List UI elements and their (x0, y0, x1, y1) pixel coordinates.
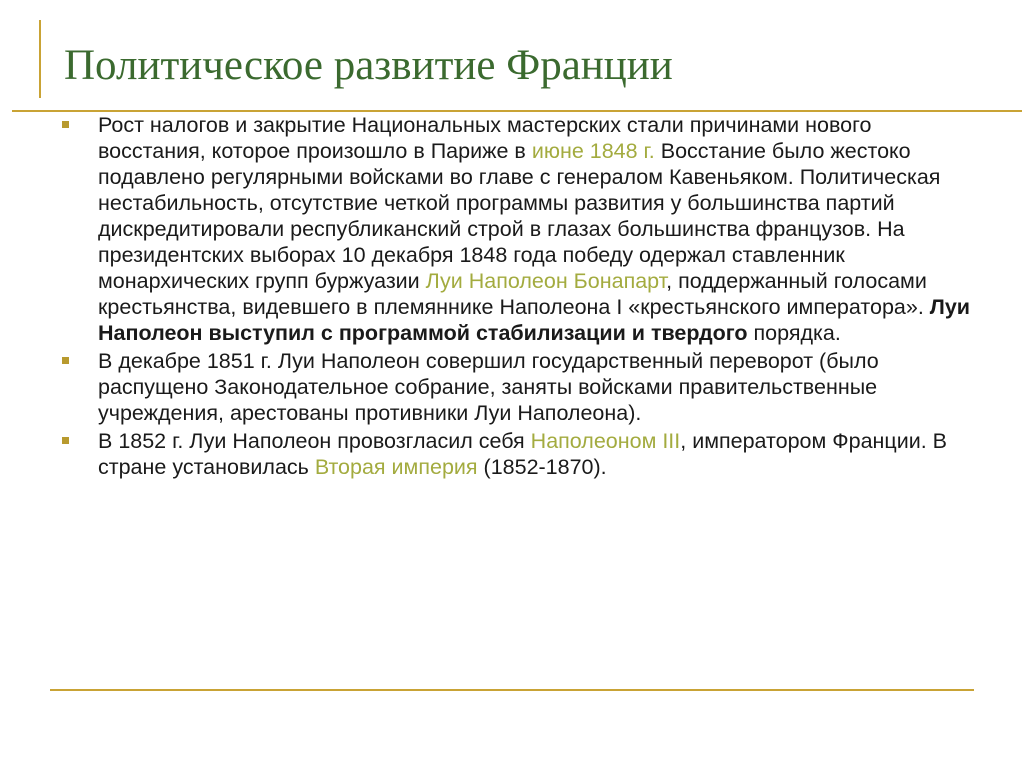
bullet-1-highlight-date: июне 1848 г. (531, 139, 655, 163)
bullet-1-highlight-name: Луи Наполеон Бонапарт (425, 269, 667, 293)
bullet-3-text-1: В 1852 г. Луи Наполеон провозгласил себя (98, 429, 531, 453)
bullet-1-text-2: Восстание было жестоко подавлено регулярными войсками во главе с генералом Кавеньяком. Политическая нестабильность, отсутствие четкой программы развития у большинства партий дискредитировали республиканский строй в глазах большинства французов. На президентских выборах 10 декабря 1848 года победу одержал ставленник монархических групп буржуазии (98, 139, 941, 293)
bullet-item-2 (62, 348, 982, 426)
bullet-1-text-1: Рост налогов и закрытие Национальных мастерских стали причинами нового восстания, которое произошло в Париже в (98, 113, 872, 163)
bullet-3-text-2: , императором Франции. В стране установилась (98, 429, 948, 479)
bullet-3-text-3: (1852-1870). (477, 455, 607, 479)
bullet-item-3 (62, 428, 982, 480)
bullet-item-1 (62, 112, 982, 346)
footer-rule (50, 689, 974, 691)
bullet-list (62, 112, 982, 482)
bullet-2-text-1: В декабре 1851 г. Луи Наполеон совершил государственный переворот (было распущено Законодательное собрание, заняты войсками правительственные учреждения, арестованы противники Луи Наполеона). (98, 349, 879, 425)
title-vertical-rule (39, 20, 41, 98)
bullet-3-highlight-napoleon-iii: Наполеоном III (530, 429, 681, 453)
bullet-1-bold-text: Луи Наполеон выступил с программой стабилизации и твердого (98, 295, 971, 345)
square-bullet-icon (62, 121, 69, 128)
slide-title: Политическое развитие Франции (64, 42, 673, 89)
bullet-1-text-4: порядка. (747, 321, 841, 345)
bullet-1-text-3: , поддержанный голосами крестьянства, видевшего в племяннике Наполеона I «крестьянского императора». (98, 269, 930, 319)
square-bullet-icon (62, 357, 69, 364)
bullet-3-highlight-second-empire: Вторая империя (314, 455, 478, 479)
square-bullet-icon (62, 437, 69, 444)
